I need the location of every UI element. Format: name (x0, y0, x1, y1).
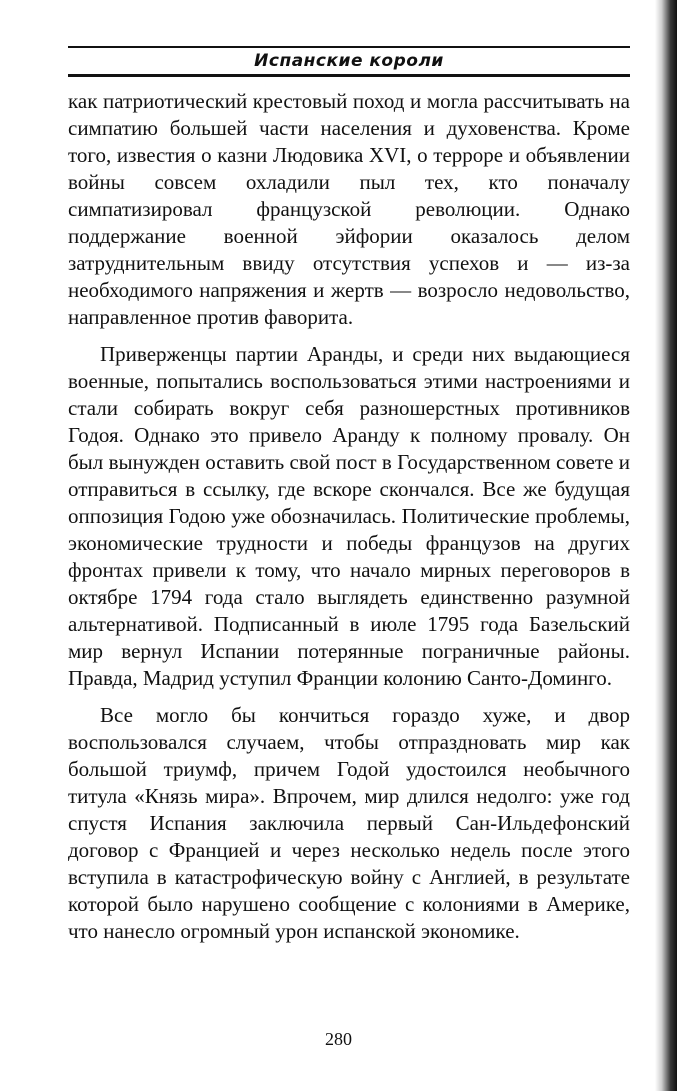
page-edge-shadow (655, 0, 677, 1091)
header-top-rule (68, 46, 630, 48)
running-header (68, 44, 630, 78)
running-header-title: Испанские короли (254, 51, 444, 71)
paragraph-aranda: Приверженцы партии Аранды, и среди них выдающиеся военные, попытались воспользоваться этими настроениями и стали собирать вокруг себя разношерстных противников Годоя. Однако это привело Аранду к полному провалу. Он был вынужден оставить свой пост в Государственном совете и отправиться в ссылку, где вскоре скончался. Все же будущая оппозиция Годою уже обозначилась. Политические проблемы, экономические трудности и победы французов на других фронтах привели к тому, что начало мирных переговоров в октябре 1794 года стало выглядеть единственно разумной альтернативой. Подписанный в июле 1795 года Базельский мир вернул Испании потерянные пограничные районы. Правда, Мадрид уступил Франции колонию Санто-Доминго. (68, 342, 630, 690)
body-text (68, 88, 630, 945)
paragraph-continued: как патриотический крестовый поход и могла рассчитывать на симпатию большей части населения и духовенства. Кроме того, известия о казни Людовика XVI, о терроре и объявлении войны совсем охладили пыл тех, кто поначалу симпатизировал французской революции. Однако поддержание военной эйфории оказалось делом затруднительным ввиду отсутствия успехов и — из-за необходимого напряжения и жертв — возросло недовольство, направленное против фаворита. (68, 89, 630, 329)
header-bottom-rule (68, 74, 630, 77)
paragraph-peace: Все могло бы кончиться гораздо хуже, и двор воспользовался случаем, чтобы отпраздновать мир как большой триумф, причем Годой удостоился необычного титула «Князь мира». Впрочем, мир длился недолго: уже год спустя Испания заключила первый Сан-Ильдефонский договор с Францией и через несколько недель после этого вступила в катастрофическую войну с Англией, в результате которой было нарушено сообщение с колониями в Америке, что нанесло огромный урон испанской экономике. (68, 703, 630, 943)
page-number: 280 (325, 1029, 352, 1049)
